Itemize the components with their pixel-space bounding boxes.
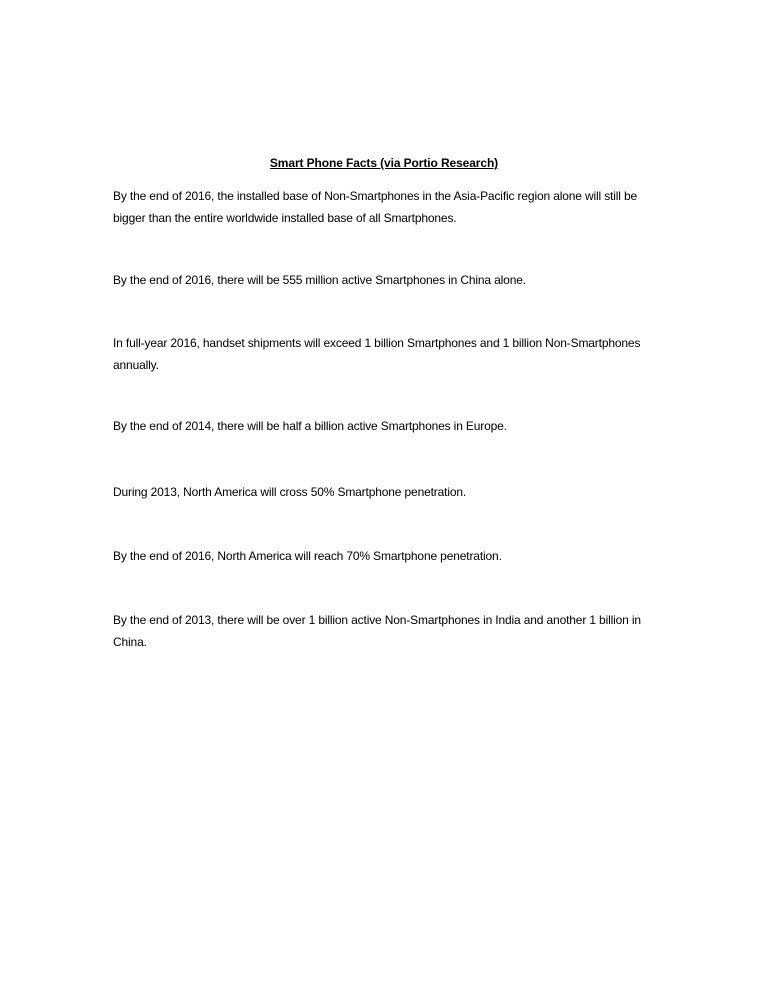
- fact-paragraph-6: By the end of 2016, North America will reach 70% Smartphone penetration.: [113, 549, 502, 563]
- fact-paragraph-5: During 2013, North America will cross 50% Smartphone penetration.: [113, 485, 467, 499]
- fact-paragraph-7: By the end of 2013, there will be over 1 billion active Non-Smartphones in India and another 1 billion in China.: [113, 613, 641, 649]
- document-title: Smart Phone Facts (via Portio Research): [269, 156, 499, 170]
- fact-paragraph-1: By the end of 2016, the installed base of Non-Smartphones in the Asia-Pacific region alone will still be bigger than the entire worldwide installed base of all Smartphones.: [113, 189, 638, 225]
- fact-paragraph-3: In full-year 2016, handset shipments will exceed 1 billion Smartphones and 1 billion Non-Smartphones annually.: [113, 336, 641, 372]
- fact-paragraph-4: By the end of 2014, there will be half a billion active Smartphones in Europe.: [113, 419, 507, 433]
- fact-paragraph-2: By the end of 2016, there will be 555 million active Smartphones in China alone.: [113, 273, 526, 287]
